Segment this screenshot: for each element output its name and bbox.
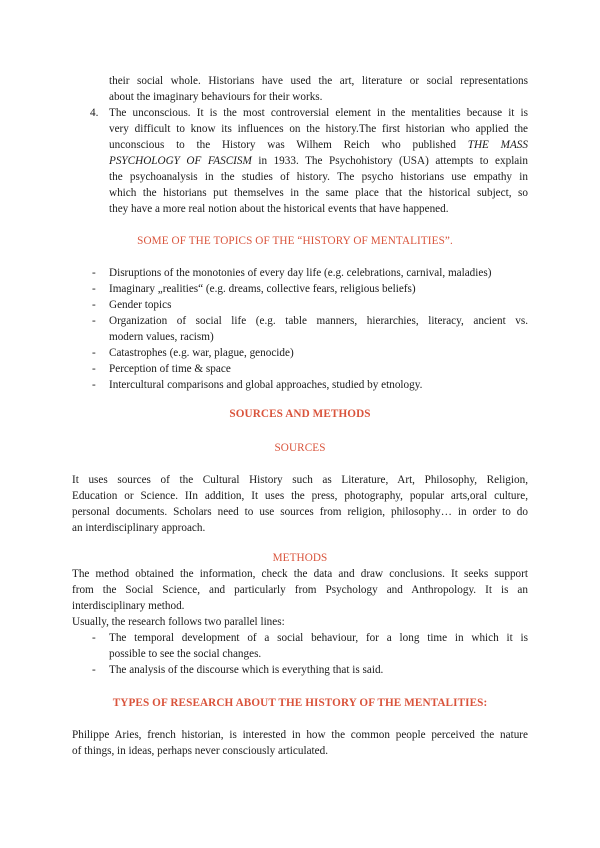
list-dash: -: [92, 379, 96, 391]
list-item: [109, 345, 528, 361]
text-line: personal documents. Scholars need to use sources from religion, philosophy… in order to do: [72, 506, 528, 518]
text-line: Education or Science. IIn addition, It uses the press, photography, popular arts,oral culture,: [72, 490, 528, 502]
list-dash: -: [92, 347, 96, 359]
text-line: Disruptions of the monotonies of every day life (e.g. celebrations, carnival, maladies): [109, 267, 492, 279]
text-line: Imaginary „realities“ (e.g. dreams, collective fears, religious beliefs): [109, 283, 416, 295]
text-line: which the historians put themselves in the same place that the historical subject, so: [109, 187, 528, 199]
list-dash: -: [92, 363, 96, 375]
text-line: the psychoanalysis in the studies of history. The psycho historians use empathy in: [109, 171, 528, 183]
text-line: [109, 137, 528, 153]
list-dash: -: [92, 664, 96, 676]
list-dash: -: [92, 632, 96, 644]
text-line: interdisciplinary method.: [72, 600, 185, 612]
list-item: [109, 662, 528, 678]
text-line: Philippe Aries, french historian, is interested in how the common people perceived the nature: [72, 729, 528, 741]
item-unconscious: [109, 105, 528, 217]
text-line: Perception of time & space: [109, 363, 231, 375]
text-line: from the Social Science, and particularly from Psychology and Anthropology. It is an: [72, 584, 528, 596]
sources-paragraph: [72, 472, 528, 536]
text-run: in 1933. The Psychohistory (USA) attempts to explain: [251, 155, 528, 167]
methods-heading: METHODS: [272, 552, 328, 564]
text-line: of things, in ideas, perhaps never consciously articulated.: [72, 745, 328, 757]
text-line: modern values, racism): [109, 331, 214, 343]
sources-methods-heading: SOURCES AND METHODS: [229, 408, 371, 420]
list-dash: -: [92, 299, 96, 311]
list-item: [109, 313, 528, 345]
list-item: [109, 265, 528, 281]
intro-continuation: [109, 73, 528, 105]
text-run: unconscious to the History was Wilhem Reich who published: [109, 139, 468, 151]
types-heading: TYPES OF RESEARCH ABOUT THE HISTORY OF THE MENTALITIES:: [112, 697, 488, 709]
text-line: Catastrophes (e.g. war, plague, genocide): [109, 347, 294, 359]
list-dash: -: [92, 267, 96, 279]
text-line: [109, 153, 528, 169]
sources-heading: SOURCES: [274, 442, 326, 454]
methods-paragraph: [72, 566, 528, 630]
text-line: they have a more real notion about the historical events that have happened.: [109, 203, 449, 215]
text-line: The method obtained the information, check the data and draw conclusions. It seeks support: [72, 568, 528, 580]
text-line: Intercultural comparisons and global approaches, studied by etnology.: [109, 379, 423, 391]
text-line: Organization of social life (e.g. table manners, hierarchies, literacy, ancient vs.: [109, 315, 528, 327]
text-line: The analysis of the discourse which is everything that is said.: [109, 664, 384, 676]
list-item: [109, 281, 528, 297]
list-item: [109, 377, 528, 393]
list-item: [109, 630, 528, 662]
text-line: Usually, the research follows two parallel lines:: [72, 616, 285, 628]
text-line: possible to see the social changes.: [109, 648, 262, 660]
list-item: [109, 297, 528, 313]
book-title: PSYCHOLOGY OF FASCISM: [109, 155, 252, 167]
topics-heading: SOME OF THE TOPICS OF THE “HISTORY OF MENTALITIES”.: [137, 235, 453, 247]
book-title: THE MASS: [467, 139, 528, 151]
list-item: [109, 361, 528, 377]
text-line: about the imaginary behaviours for their works.: [109, 91, 323, 103]
aries-paragraph: [72, 727, 528, 759]
text-line: very difficult to know its influences on the history.The first historian who applied the: [109, 123, 528, 135]
text-line: their social whole. Historians have used the art, literature or social representations: [109, 75, 528, 87]
list-number: 4.: [90, 107, 99, 119]
list-dash: -: [92, 283, 96, 295]
text-line: Gender topics: [109, 299, 172, 311]
text-line: The temporal development of a social behaviour, for a long time in which it is: [109, 632, 528, 644]
text-line: It uses sources of the Cultural History such as Literature, Art, Philosophy, Religion,: [72, 474, 528, 486]
list-dash: -: [92, 315, 96, 327]
text-line: an interdisciplinary approach.: [72, 522, 206, 534]
text-line: The unconscious. It is the most controversial element in the mentalities because it is: [109, 107, 528, 119]
